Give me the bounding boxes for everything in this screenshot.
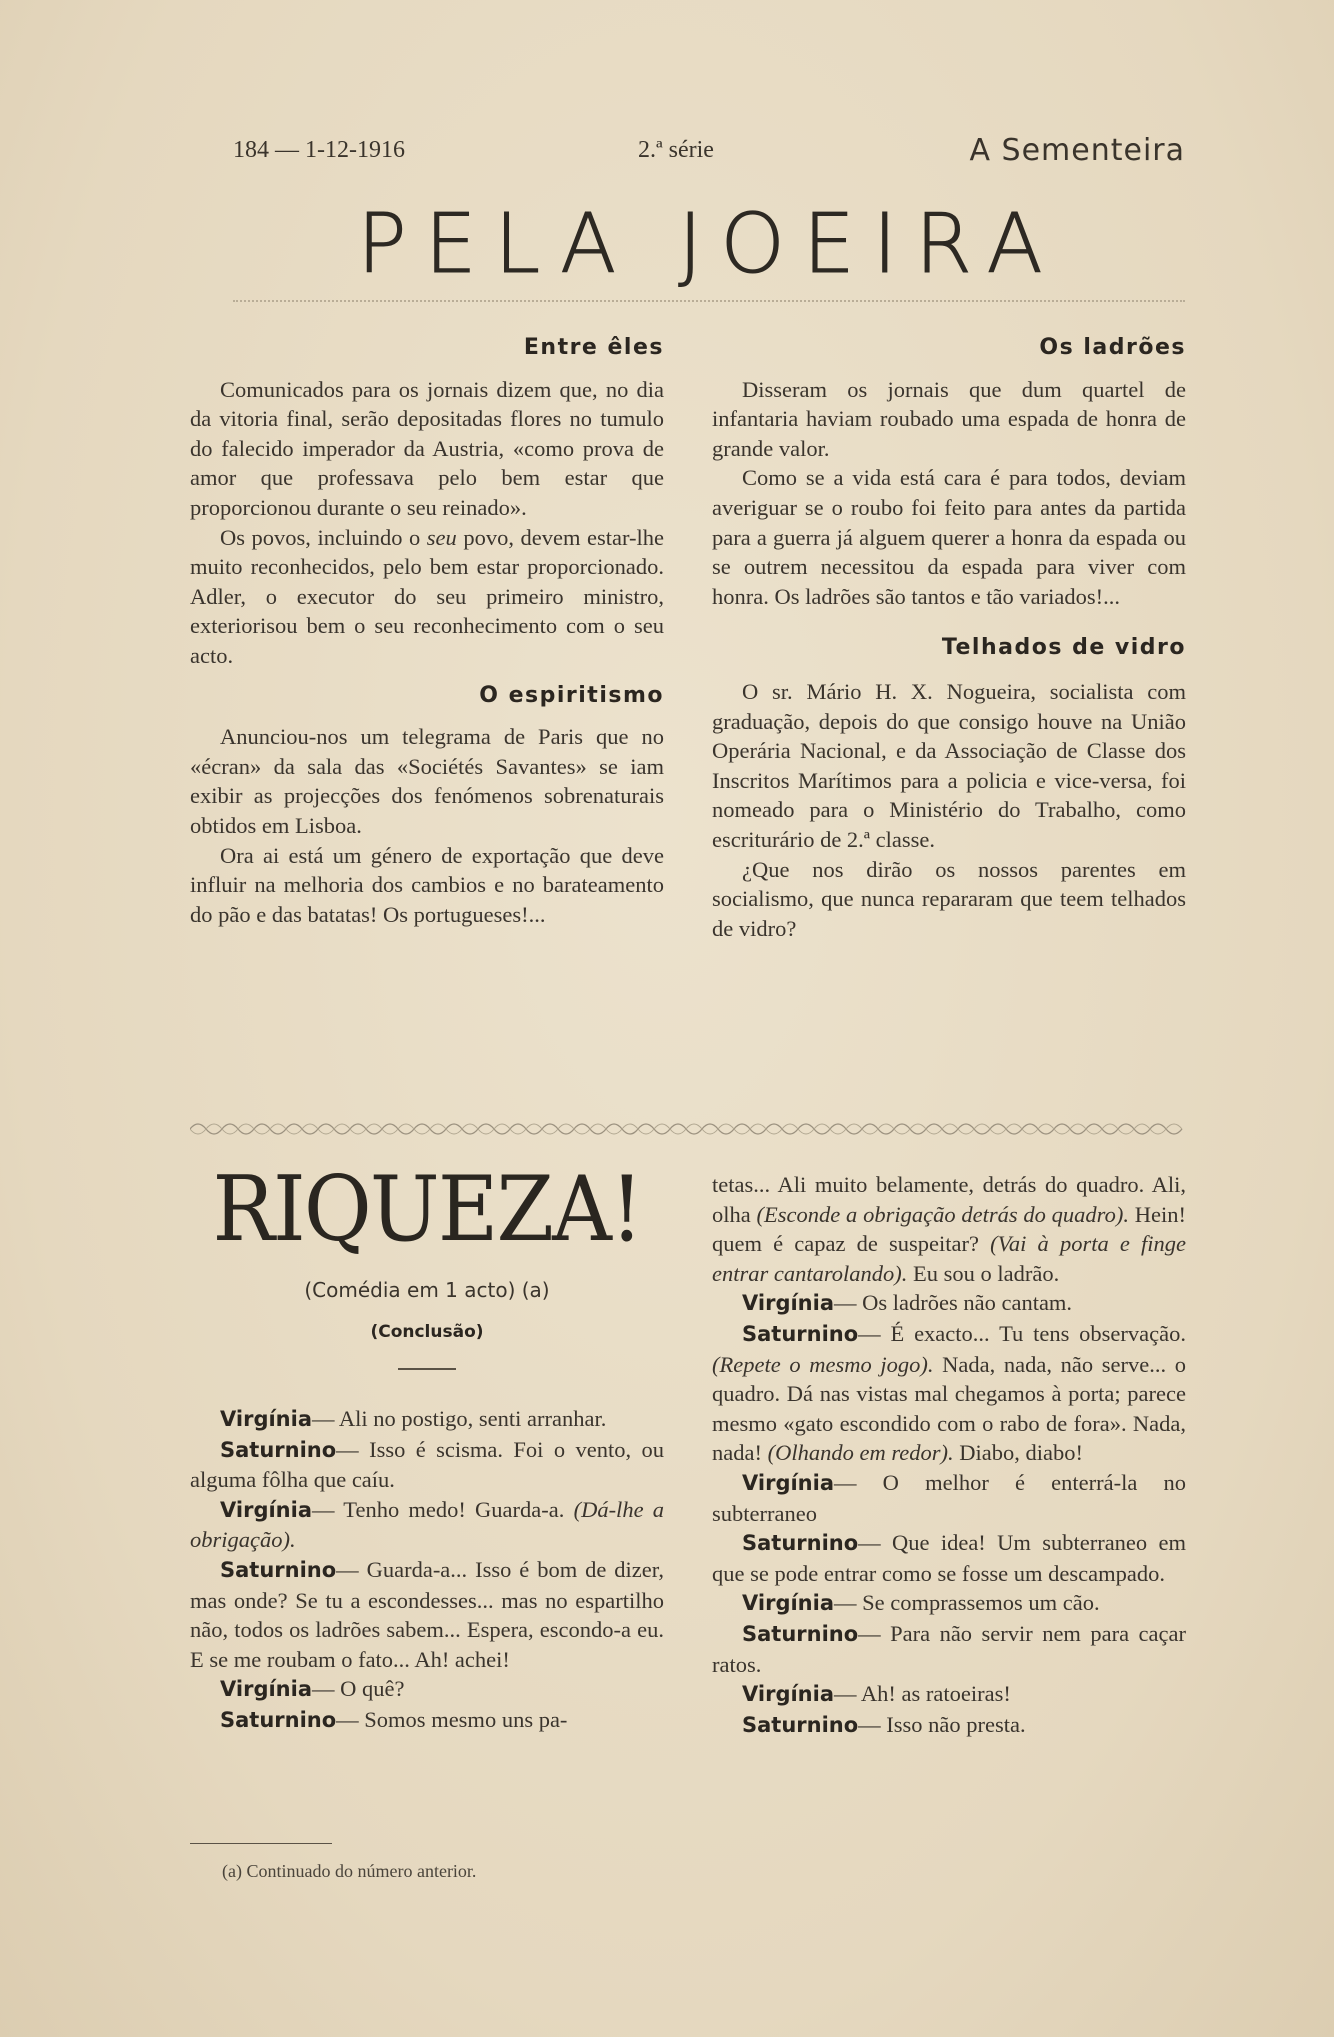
dialogue-line: Virgínia— Tenho medo! Guarda-a. (Dá-lhe a obrigação). [190,1496,664,1553]
dialogue-line: Virgínia— O quê? [220,1676,405,1702]
play-title: RIQUEZA! [212,1157,642,1262]
ornamental-wave-divider [190,1117,1186,1141]
short-divider [398,1368,456,1370]
dialogue-line: Saturnino— Guarda-a... Isso é bom de dizer, mas onde? Se tu a escondesses... mas no espartilho não, todos os ladrões sabem... Espera, escondo-a eu. E se me roubam o fato... Ah! achei! [190,1556,664,1672]
dialogue-line: Saturnino— Que idea! Um subterraneo em que se pode entrar como se fosse um descampado. [712,1530,1186,1586]
article-title-entre-eles: Entre êles [523,335,664,360]
article-paragraph: Comunicados para os jornais dizem que, no dia da vitoria final, serão depositadas flores no tumulo do falecido imperador da Austria, «como prova de amor que professava pelo bem estar que proporcionou durante o seu reinado». [190,376,664,520]
article-paragraph: Disseram os jornais que dum quartel de infantaria haviam roubado uma espada de honra de grande valor. [712,376,1186,461]
left-column [190,333,664,929]
article-title-espiritismo: O espiritismo [479,682,664,708]
article-paragraph: ¿Que nos dirão os nossos parentes em socialismo, que nunca repararam que teem telhados de vidro? [712,856,1186,941]
footnote: (a) Continuado do número anterior. [222,1861,477,1881]
dialogue-right [712,1170,1186,1740]
dialogue-line: Virgínia— O melhor é enterrá-la no subterraneo [712,1469,1186,1526]
section-title: PELA JOEIRA [357,197,1061,292]
article-paragraph: Como se a vida está cara é para todos, deviam averiguar se o roubo foi feito para antes da partida para a guerra já alguem querer a honra da espada ou se outrem necessitou da espada para viver com honra. Os ladrões são tantos e tão variados!... [712,465,1186,609]
article-paragraph: Os povos, incluindo o seu povo, devem estar-lhe muito reconhecidos, pelo bem estar proporcionado. Adler, o executor do seu primeiro ministro, exteriorisou bem o seu reconhecimento com o seu acto. [190,524,664,668]
dialogue-line: Saturnino— Isso não presta. [742,1711,1026,1737]
publication-name: A Sementeira [969,133,1185,168]
article-title-telhados: Telhados de vidro [941,635,1186,661]
series-label: 2.ª série [638,137,714,163]
play-subtitle: (Comédia em 1 acto) (a) [304,1278,550,1302]
play-title-block [190,1157,664,1370]
article-paragraph: O sr. Mário H. X. Nogueira, socialista com graduação, depois do que consigo houve na União Operária Nacional, e da Associação de Classe dos Inscritos Marítimos para a policia e vice-versa, foi nomeado para o Ministério do Trabalho, como escriturário de 2.ª classe. [712,678,1186,852]
dialogue-left [190,1404,664,1736]
dotted-divider [233,300,1185,302]
dialogue-continuation: tetas... Ali muito belamente, detrás do quadro. Ali, olha (Esconde a obrigação detrás do quadro). Hein! quem é capaz de suspeitar? (Vai à porta e finge entrar cantarolando). Eu sou o ladrão. [712,1172,1187,1286]
page-header [233,133,1185,173]
play-conclusion-label: (Conclusão) [370,1322,484,1342]
dialogue-line: Virgínia— Os ladrões não cantam. [742,1290,1073,1316]
article-paragraph: Anunciou-nos um telegrama de Paris que no «écran» da sala das «Sociétés Savantes» se iam exibir as projecções dos fenómenos sobrenaturais obtidos em Lisboa. [190,724,664,838]
dialogue-line: Virgínia— Se comprassemos um cão. [742,1590,1100,1616]
dialogue-line: Saturnino— É exacto... Tu tens observação. (Repete o mesmo jogo). Nada, nada, não serve... o quadro. Dá nas vistas mal chegamos à porta; parece mesmo «gato escondido com o rabo de fora». Nada, nada! (Olhando em redor). Diabo, diabo! [712,1320,1187,1466]
issue-number-date: 184 — 1-12-1916 [233,137,405,163]
article-paragraph: Ora ai está um género de exportação que deve influir na melhoria dos cambios e no barateamento do pão e das batatas! Os portugueses!... [190,842,664,927]
dialogue-line: Virgínia— Ali no postigo, senti arranhar. [220,1406,607,1431]
dialogue-line: Saturnino— Isso é scisma. Foi o vento, ou alguma fôlha que caíu. [190,1436,664,1493]
dialogue-line: Saturnino— Para não servir nem para caçar ratos. [712,1620,1186,1677]
right-column [712,333,1186,943]
footnote-divider [190,1843,332,1844]
dialogue-line: Saturnino— Somos mesmo uns pa- [220,1706,568,1732]
dialogue-line: Virgínia— Ah! as ratoeiras! [742,1681,1011,1707]
article-title-ladroes: Os ladrões [1039,335,1186,360]
